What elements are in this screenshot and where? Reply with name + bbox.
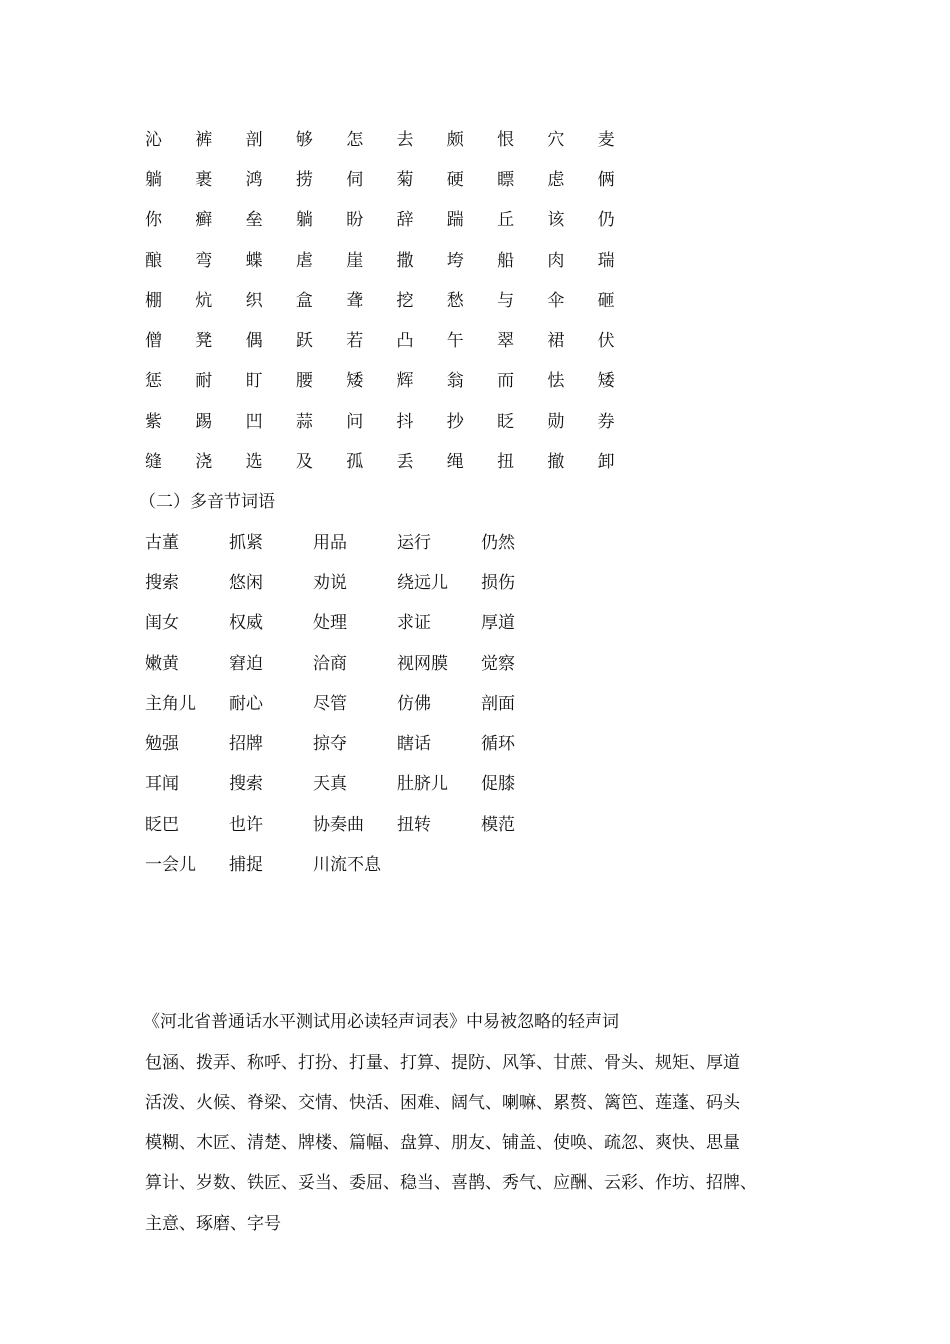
character-cell: 裙 xyxy=(547,331,565,352)
word-cell: 天真 xyxy=(313,774,347,795)
character-cell: 躺 xyxy=(295,210,313,231)
character-cell: 菊 xyxy=(396,169,414,190)
character-cell: 选 xyxy=(245,452,263,473)
character-cell: 僧 xyxy=(145,331,162,352)
word-row xyxy=(145,721,845,761)
character-cell: 瑞 xyxy=(597,250,615,271)
character-cell: 绳 xyxy=(446,452,464,473)
word-cell: 川流不息 xyxy=(313,854,381,875)
word-cell: 招牌 xyxy=(229,734,263,755)
word-cell: 权威 xyxy=(229,613,263,634)
character-cell: 辉 xyxy=(396,371,414,392)
character-cell: 偶 xyxy=(245,331,263,352)
character-row xyxy=(145,238,845,278)
word-cell: 耳闻 xyxy=(145,774,179,795)
character-cell: 孤 xyxy=(346,452,364,473)
word-cell: 尽管 xyxy=(313,693,347,714)
character-cell: 该 xyxy=(547,210,565,231)
character-cell: 翁 xyxy=(446,371,464,392)
character-cell: 蝶 xyxy=(245,250,263,271)
word-cell: 主角儿 xyxy=(145,693,196,714)
character-cell: 仍 xyxy=(597,210,615,231)
word-cell: 古董 xyxy=(145,532,179,553)
character-cell: 伺 xyxy=(346,169,364,190)
character-cell: 挖 xyxy=(396,290,414,311)
neutral-tone-word-line: 活泼、火候、脊梁、交情、快活、困难、阔气、喇嘛、累赘、篱笆、莲蓬、码头 xyxy=(145,1092,740,1113)
character-cell: 矮 xyxy=(346,371,364,392)
neutral-tone-word-line: 算计、岁数、铁匠、妥当、委屈、稳当、喜鹊、秀气、应酬、云彩、作坊、招牌、 xyxy=(145,1173,757,1194)
word-row xyxy=(145,762,845,802)
character-row xyxy=(145,318,845,358)
character-row xyxy=(145,399,845,439)
character-cell: 午 xyxy=(446,331,464,352)
character-cell: 及 xyxy=(295,452,313,473)
character-cell: 丘 xyxy=(497,210,515,231)
word-cell: 窘迫 xyxy=(229,653,263,674)
character-cell: 翠 xyxy=(497,331,515,352)
character-cell: 紫 xyxy=(145,411,162,432)
word-cell: 洽商 xyxy=(313,653,347,674)
character-cell: 沁 xyxy=(145,129,162,150)
character-cell: 愁 xyxy=(446,290,464,311)
word-cell: 一会儿 xyxy=(145,854,196,875)
neutral-tone-word-line: 主意、琢磨、字号 xyxy=(145,1213,281,1234)
word-cell: 搜索 xyxy=(145,572,179,593)
character-cell: 凹 xyxy=(245,411,263,432)
word-cell: 闺女 xyxy=(145,613,179,634)
character-cell: 捞 xyxy=(295,169,313,190)
character-cell: 裹 xyxy=(195,169,213,190)
character-row xyxy=(145,359,845,399)
character-cell: 剖 xyxy=(245,129,263,150)
character-row xyxy=(145,157,845,197)
character-cell: 盯 xyxy=(245,371,263,392)
character-cell: 够 xyxy=(295,129,313,150)
word-row xyxy=(145,681,845,721)
character-cell: 躺 xyxy=(145,169,162,190)
neutral-tone-word-line: 模糊、木匠、清楚、牌楼、篇幅、盘算、朋友、铺盖、使唤、疏忽、爽快、思量 xyxy=(145,1133,740,1154)
word-row xyxy=(145,842,845,882)
character-cell: 你 xyxy=(145,210,162,231)
word-cell: 厚道 xyxy=(481,613,515,634)
character-cell: 裤 xyxy=(195,129,213,150)
word-row xyxy=(145,520,845,560)
word-cell: 捕捉 xyxy=(229,854,263,875)
character-cell: 跃 xyxy=(295,331,313,352)
character-cell: 瞟 xyxy=(497,169,515,190)
character-cell: 鸿 xyxy=(245,169,263,190)
word-cell: 视网膜 xyxy=(397,653,448,674)
character-cell: 织 xyxy=(245,290,263,311)
word-cell: 掠夺 xyxy=(313,734,347,755)
word-row xyxy=(145,560,845,600)
character-row xyxy=(145,278,845,318)
character-cell: 问 xyxy=(346,411,364,432)
character-row xyxy=(145,117,845,157)
character-cell: 踢 xyxy=(195,411,213,432)
word-cell: 求证 xyxy=(397,613,431,634)
word-cell: 扭转 xyxy=(397,814,431,835)
word-cell: 肚脐儿 xyxy=(397,774,448,795)
character-cell: 抖 xyxy=(396,411,414,432)
single-syllable-character-grid xyxy=(145,117,845,480)
word-cell: 觉察 xyxy=(481,653,515,674)
character-cell: 浇 xyxy=(195,452,213,473)
character-cell: 凳 xyxy=(195,331,213,352)
word-cell: 绕远儿 xyxy=(397,572,448,593)
word-cell: 抓紧 xyxy=(229,532,263,553)
neutral-tone-list-title: 《河北省普通话水平测试用必读轻声词表》中易被忽略的轻声词 xyxy=(143,1012,619,1033)
character-cell: 砸 xyxy=(597,290,615,311)
character-cell: 俩 xyxy=(597,169,615,190)
character-cell: 卸 xyxy=(597,452,615,473)
character-cell: 丢 xyxy=(396,452,414,473)
character-cell: 炕 xyxy=(195,290,213,311)
character-cell: 撤 xyxy=(547,452,565,473)
character-cell: 硬 xyxy=(446,169,464,190)
character-cell: 扭 xyxy=(497,452,515,473)
multisyllable-word-grid xyxy=(145,520,845,883)
character-cell: 垒 xyxy=(245,210,263,231)
word-cell: 劝说 xyxy=(313,572,347,593)
character-cell: 崖 xyxy=(346,250,364,271)
character-cell: 虑 xyxy=(547,169,565,190)
character-cell: 怎 xyxy=(346,129,364,150)
character-cell: 腰 xyxy=(295,371,313,392)
word-cell: 运行 xyxy=(397,532,431,553)
character-cell: 伞 xyxy=(547,290,565,311)
word-cell: 眨巴 xyxy=(145,814,179,835)
character-cell: 券 xyxy=(597,411,615,432)
word-cell: 也许 xyxy=(229,814,263,835)
word-cell: 处理 xyxy=(313,613,347,634)
character-cell: 恨 xyxy=(497,129,515,150)
blank-space xyxy=(145,883,845,1000)
character-cell: 耐 xyxy=(195,371,213,392)
character-cell: 弯 xyxy=(195,250,213,271)
word-cell: 促膝 xyxy=(481,774,515,795)
character-cell: 若 xyxy=(346,331,364,352)
character-cell: 眨 xyxy=(497,411,515,432)
character-row xyxy=(145,198,845,238)
character-cell: 矮 xyxy=(597,371,615,392)
character-cell: 盒 xyxy=(295,290,313,311)
word-cell: 搜索 xyxy=(229,774,263,795)
character-cell: 麦 xyxy=(597,129,615,150)
word-cell: 协奏曲 xyxy=(313,814,364,835)
character-cell: 抄 xyxy=(446,411,464,432)
word-cell: 嫩黄 xyxy=(145,653,179,674)
word-cell: 仿佛 xyxy=(397,693,431,714)
word-row xyxy=(145,641,845,681)
character-cell: 撒 xyxy=(396,250,414,271)
character-cell: 去 xyxy=(396,129,414,150)
character-cell: 癣 xyxy=(195,210,213,231)
word-cell: 仍然 xyxy=(481,532,515,553)
character-cell: 虐 xyxy=(295,250,313,271)
word-cell: 损伤 xyxy=(481,572,515,593)
character-cell: 勋 xyxy=(547,411,565,432)
character-row xyxy=(145,439,845,479)
neutral-tone-word-line: 包涵、拨弄、称呼、打扮、打量、打算、提防、风筝、甘蔗、骨头、规矩、厚道 xyxy=(145,1052,740,1073)
character-cell: 踹 xyxy=(446,210,464,231)
neutral-tone-word-list xyxy=(145,1040,845,1241)
word-cell: 悠闲 xyxy=(229,572,263,593)
word-row xyxy=(145,601,845,641)
character-cell: 而 xyxy=(497,371,515,392)
word-cell: 循环 xyxy=(481,734,515,755)
document-page xyxy=(139,117,845,1241)
word-row xyxy=(145,802,845,842)
word-cell: 用品 xyxy=(313,532,347,553)
character-cell: 聋 xyxy=(346,290,364,311)
word-cell: 瞎话 xyxy=(397,734,431,755)
character-cell: 棚 xyxy=(145,290,162,311)
word-cell: 模范 xyxy=(481,814,515,835)
character-cell: 船 xyxy=(497,250,515,271)
word-cell: 勉强 xyxy=(145,734,179,755)
character-cell: 与 xyxy=(497,290,515,311)
character-cell: 缝 xyxy=(145,452,162,473)
character-cell: 怯 xyxy=(547,371,565,392)
character-cell: 蒜 xyxy=(295,411,313,432)
character-cell: 辞 xyxy=(396,210,414,231)
word-cell: 剖面 xyxy=(481,693,515,714)
character-cell: 垮 xyxy=(446,250,464,271)
character-cell: 盼 xyxy=(346,210,364,231)
section-title-multisyllable: （二）多音节词语 xyxy=(139,492,275,513)
character-cell: 伏 xyxy=(597,331,615,352)
character-cell: 凸 xyxy=(396,331,414,352)
character-cell: 惩 xyxy=(145,371,162,392)
character-cell: 肉 xyxy=(547,250,565,271)
word-cell: 耐心 xyxy=(229,693,263,714)
character-cell: 酿 xyxy=(145,250,162,271)
character-cell: 穴 xyxy=(547,129,565,150)
character-cell: 颇 xyxy=(446,129,464,150)
